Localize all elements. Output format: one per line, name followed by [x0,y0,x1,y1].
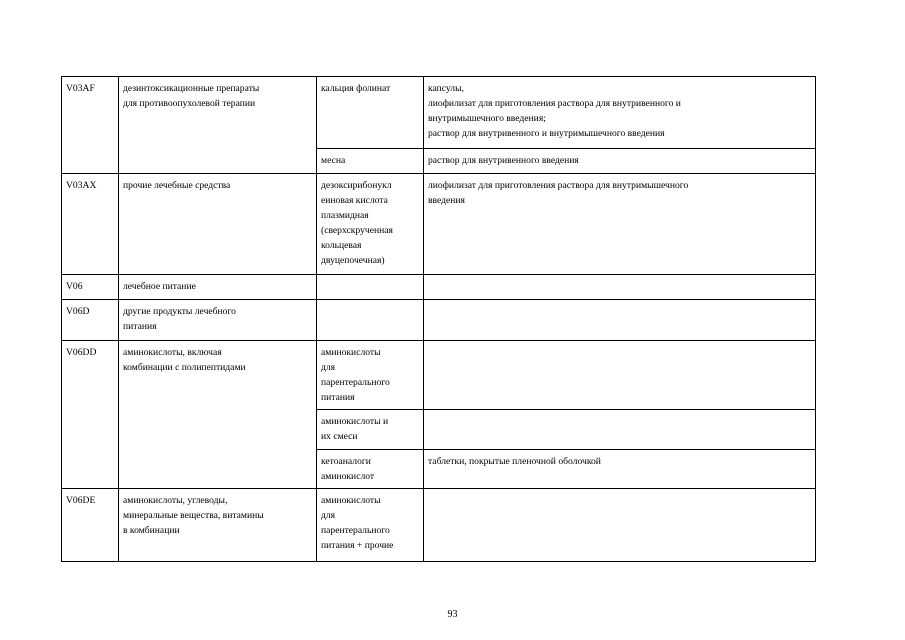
drug-name-cell [317,300,424,341]
dosage-form-cell: таблетки, покрытые пленочной оболочкой [424,450,816,489]
drug-name-cell [317,275,424,300]
table-row [62,275,816,300]
dosage-form-cell [424,489,816,562]
drug-name-cell: дезоксирибонукл еиновая кислота плазмидная (сверхскрученная кольцевая двуцепочечная) [317,174,424,275]
dosage-form-cell: капсулы, лиофилизат для приготовления раствора для внутривенного и внутримышечного введения; раствор для внутривенного и внутримышечного введения [424,77,816,149]
group-name-cell: аминокислоты, включая комбинации с полипептидами [119,341,317,489]
atc-code-cell: V06DE [62,489,119,562]
drug-classification-table [61,76,816,562]
atc-code-cell: V06DD [62,341,119,489]
dosage-form-cell [424,341,816,410]
table-row [62,341,816,410]
table-row [62,77,816,149]
table-row [62,300,816,341]
group-name-cell: другие продукты лечебного питания [119,300,317,341]
drug-name-cell: кальция фолинат [317,77,424,149]
group-name-cell: дезинтоксикационные препараты для противоопухолевой терапии [119,77,317,174]
page-number: 93 [447,609,458,620]
dosage-form-cell [424,275,816,300]
group-name-cell: аминокислоты, углеводы, минеральные вещества, витамины в комбинации [119,489,317,562]
table-row [62,489,816,562]
atc-code-cell: V03AX [62,174,119,275]
atc-code-cell: V06D [62,300,119,341]
drug-name-cell: аминокислоты для парентерального питания [317,341,424,410]
dosage-form-cell: лиофилизат для приготовления раствора для внутримышечного введения [424,174,816,275]
group-name-cell: лечебное питание [119,275,317,300]
atc-code-cell: V03AF [62,77,119,174]
table-row [62,174,816,275]
group-name-cell: прочие лечебные средства [119,174,317,275]
dosage-form-cell: раствор для внутривенного введения [424,149,816,174]
atc-code-cell: V06 [62,275,119,300]
drug-name-cell: аминокислоты для парентерального питания + прочие [317,489,424,562]
drug-name-cell: кетоаналоги аминокислот [317,450,424,489]
dosage-form-cell [424,410,816,450]
drug-name-cell: месна [317,149,424,174]
dosage-form-cell [424,300,816,341]
drug-name-cell: аминокислоты и их смеси [317,410,424,450]
